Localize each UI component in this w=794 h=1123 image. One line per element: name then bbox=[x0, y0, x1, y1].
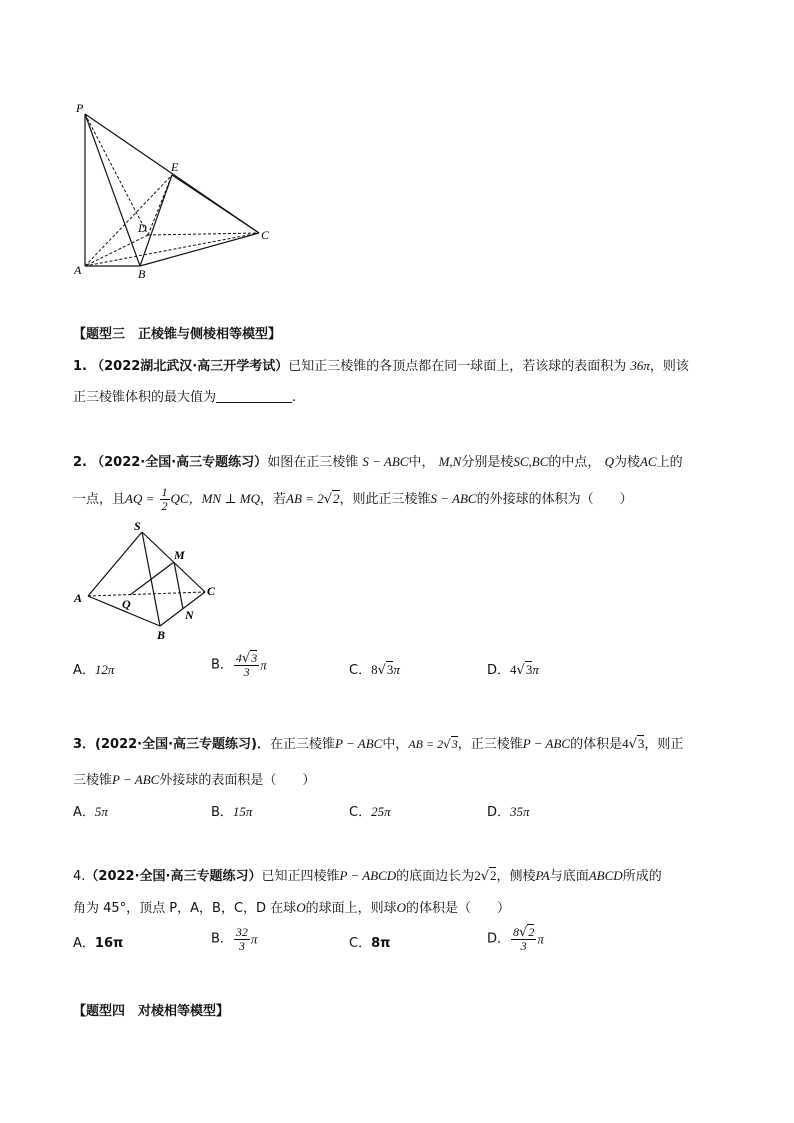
label-P: P bbox=[76, 101, 84, 115]
q2-option-a[interactable]: A．12π bbox=[73, 662, 115, 678]
q2-source: （2022·全国·高三专题练习） bbox=[91, 455, 268, 470]
q4-abcd: ABCD bbox=[588, 868, 623, 883]
label-A: A bbox=[74, 591, 83, 605]
q4-line-1: 4.（2022·全国·高三专题练习）已知正四棱锥P − ABCD的底面边长为2√2，侧棱PA与底面ABCD所成的 bbox=[73, 868, 662, 884]
q2-text-a: 如图在正三棱锥 bbox=[267, 455, 359, 470]
q4-text-a: 已知正四棱锥 bbox=[261, 869, 340, 884]
edge-SA bbox=[88, 532, 142, 596]
q2-number: 2. bbox=[73, 455, 87, 470]
q4-line2-b: 的球面上，则球 bbox=[305, 901, 397, 916]
q1-answer-blank[interactable] bbox=[216, 388, 292, 403]
q1-text: 已知正三棱锥的各顶点都在同一球面上，若该球的表面积为 bbox=[288, 359, 627, 374]
dash-AC bbox=[85, 233, 259, 266]
q2-option-c[interactable]: C．8√3π bbox=[349, 662, 400, 678]
q3-line2-b: 外接球的表面积是（ ） bbox=[159, 773, 316, 788]
q3-text-e: ，则正 bbox=[644, 737, 684, 752]
edge-PB bbox=[85, 114, 140, 266]
q4-line2-c: 的体积是（ ） bbox=[405, 901, 510, 916]
q2-line-2: 一点，且AQ = $\frac{1}{2}$ QC，MN ⊥ MQ，若AB = 2√2，则此正三棱锥S − ABC的外接球的体积为（ ） bbox=[73, 485, 633, 513]
dash-PD bbox=[85, 114, 148, 235]
q2-line-1 bbox=[73, 452, 683, 473]
q1-text-b: ，则该 bbox=[649, 359, 689, 374]
q3-text-a: 在正三棱锥 bbox=[270, 737, 336, 752]
q4-source: （2022·全国·高三专题练习） bbox=[85, 869, 262, 884]
q2-edges: SC,BC bbox=[513, 454, 549, 469]
q2-ac: AC bbox=[639, 454, 657, 469]
q4-o2: O bbox=[396, 900, 406, 915]
q3-ab: AB = 2 bbox=[408, 737, 444, 751]
q2-text-g: ，若 bbox=[260, 492, 287, 507]
label-D: D bbox=[138, 221, 147, 235]
section-4-title: 【题型四 对棱相等模型】 bbox=[73, 1004, 230, 1019]
q3-ab-rad: 3 bbox=[451, 737, 458, 751]
label-C: C bbox=[261, 228, 270, 242]
label-A: A bbox=[74, 263, 82, 277]
q4-side-rad: 2 bbox=[489, 868, 497, 883]
q4-text-e: 所成的 bbox=[622, 869, 662, 884]
label-M: M bbox=[174, 548, 185, 562]
q2-mn: M,N bbox=[438, 454, 462, 469]
q2-pyramid-2: S − ABC bbox=[430, 491, 477, 506]
q4-o: O bbox=[296, 900, 306, 915]
q4-pa: PA bbox=[535, 868, 550, 883]
q2-ab-rad: 2 bbox=[333, 491, 340, 506]
q1-line-1 bbox=[73, 356, 689, 377]
q1-line-2 bbox=[73, 388, 296, 408]
q4-option-c[interactable]: C．8π bbox=[349, 936, 391, 951]
q3-line2-a: 三棱锥 bbox=[73, 773, 113, 788]
q3-option-c[interactable]: C．25π bbox=[349, 804, 391, 820]
label-B: B bbox=[157, 628, 166, 642]
q3-number: 3 bbox=[73, 737, 83, 752]
q3-pyramid-3: P − ABC bbox=[112, 772, 160, 787]
q3-option-a[interactable]: A．5π bbox=[73, 804, 108, 820]
q2-option-b[interactable]: B． $\frac{4√3}{3}$ π bbox=[211, 651, 267, 679]
q2-option-d[interactable]: D．4√3π bbox=[487, 662, 539, 678]
q4-number: 4. bbox=[73, 869, 86, 884]
q4-text-c: ，侧棱 bbox=[496, 869, 536, 884]
q3-option-b[interactable]: B．15π bbox=[211, 804, 253, 820]
pyramid-figure-1 bbox=[68, 100, 288, 285]
q4-line-2 bbox=[73, 898, 510, 919]
dash-AC bbox=[88, 592, 205, 596]
q4-text-d: 与底面 bbox=[549, 869, 589, 884]
label-E: E bbox=[171, 160, 179, 174]
q4-side: 2 bbox=[474, 868, 481, 883]
q3-text-c: ，正三棱锥 bbox=[457, 737, 523, 752]
q2-ab: AB = 2 bbox=[286, 491, 324, 506]
q3-line-1: 3．(2022·全国·高三专题练习)．在正三棱锥P − ABC中，AB = 2√3，正三棱锥P − ABC的体积是4√3，则正 bbox=[73, 736, 684, 752]
q3-line-2 bbox=[73, 770, 315, 791]
q2-condition: ，MN ⊥ MQ bbox=[188, 491, 261, 506]
q2-text-b: 中， bbox=[408, 455, 435, 470]
q2-text-c: 分别是棱 bbox=[461, 455, 514, 470]
q1-end: . bbox=[292, 390, 297, 405]
q2-fraction: $\frac{1}{2}$ bbox=[161, 485, 168, 513]
label-B: B bbox=[138, 267, 146, 281]
q1-number: 1. bbox=[73, 359, 87, 374]
q3-text-b: 中， bbox=[382, 737, 409, 752]
pyramid-figure-2 bbox=[70, 518, 220, 644]
q2-text-f: 上的 bbox=[656, 455, 683, 470]
q3-pyramid-2: P − ABC bbox=[522, 736, 571, 751]
q4-pyramid: P − ABCD bbox=[339, 868, 397, 883]
q1-source: （2022湖北武汉·高三开学考试） bbox=[91, 359, 289, 374]
edge-BC bbox=[140, 233, 259, 266]
q4-line2: 角为 45°，顶点 P，A，B，C，D 在球 bbox=[73, 901, 297, 916]
q3-pyramid: P − ABC bbox=[335, 736, 383, 751]
q2-text-i: 的外接球的体积为（ ） bbox=[476, 492, 633, 507]
q2-q: Q bbox=[604, 454, 614, 469]
section-3-title: 【题型三 正棱锥与侧棱相等模型】 bbox=[73, 327, 282, 342]
q2-text-h: ，则此正三棱锥 bbox=[339, 492, 431, 507]
q1-text-c: 正三棱锥体积的最大值为 bbox=[73, 390, 217, 405]
q4-text-b: 的底面边长为 bbox=[396, 869, 475, 884]
q2-text-d: 的中点， bbox=[548, 455, 601, 470]
q3-source: ．(2022·全国·高三专题练习)． bbox=[82, 737, 270, 752]
q1-area: 36π bbox=[630, 358, 650, 373]
q3-option-d[interactable]: D．35π bbox=[487, 804, 530, 820]
q2-line2-a: 一点，且 bbox=[73, 492, 126, 507]
seg-MQ bbox=[130, 562, 174, 595]
q3-text-d: 的体积是 bbox=[570, 737, 623, 752]
label-N: N bbox=[185, 608, 194, 622]
q4-option-d[interactable]: D． $\frac{8√2}{3}$ π bbox=[487, 925, 544, 953]
label-C: C bbox=[207, 584, 216, 598]
q4-option-a[interactable]: A．16π bbox=[73, 936, 124, 951]
q2-qc: QC bbox=[170, 491, 189, 506]
q2-aq: AQ = bbox=[125, 491, 155, 506]
dash-DC bbox=[148, 233, 259, 235]
q2-pyramid: S − ABC bbox=[362, 454, 409, 469]
q2-text-e: 为棱 bbox=[613, 455, 640, 470]
q4-option-b[interactable]: B． $\frac{32}{3}$ π bbox=[211, 925, 258, 953]
q3-volume-rad: 3 bbox=[637, 736, 645, 751]
edge-EC bbox=[172, 175, 259, 233]
label-S: S bbox=[134, 519, 141, 533]
label-Q: Q bbox=[122, 597, 131, 611]
q3-volume: 4 bbox=[622, 736, 629, 751]
